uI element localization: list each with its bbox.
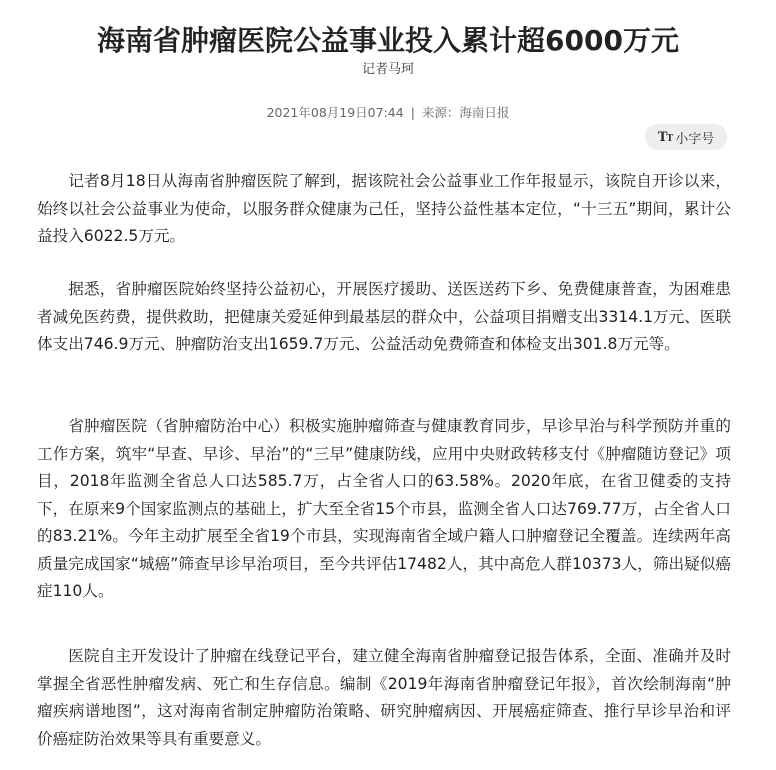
meta-separator: | xyxy=(410,105,415,120)
article-meta xyxy=(0,103,776,123)
article-paragraph: 医院自主开发设计了肿瘤在线登记平台，建立健全海南省肿瘤登记报告体系，全面、准确并及时掌握全省恶性肿瘤发病、死亡和生存信息。编制《2019年海南省肿瘤登记年报》，首次绘制海南“肿瘤疾病谱地图”，这对海南省制定肿瘤防治策略、研究肿瘤病因、开展癌症筛查、推行早诊早治和评价癌症防治效果等具有重要意义。 xyxy=(37,647,731,748)
font-size-icon: TT xyxy=(657,129,673,145)
article-paragraph: 省肿瘤医院（省肿瘤防治中心）积极实施肿瘤筛查与健康教育同步，早诊早治与科学预防并重的工作方案，筑牢“早查、早诊、早治”的“三早”健康防线，应用中央财政转移支付《肿瘤随访登记》项目，2018年监测全省总人口达585.7万，占全省人口的63.58%。2020年底，在省卫健委的支持下，在原来9个国家监测点的基础上，扩大至全省15个市县，监测全省人口达769.77万，占全省人口的83.21%。今年主动扩展至全省19个市县，实现海南省全域户籍人口肿瘤登记全覆盖。连续两年高质量完成国家“城癌”筛查早诊早治项目，至今共评估17482人，其中高危人群10373人，筛出疑似癌症110人。 xyxy=(37,417,731,600)
article-paragraph: 据悉，省肿瘤医院始终坚持公益初心，开展医疗援助、送医送药下乡、免费健康普查，为困难患者减免医药费，提供救助，把健康关爱延伸到最基层的群众中，公益项目捐赠支出3314.1万元、医联体支出746.9万元、肿瘤防治支出1659.7万元、公益活动免费筛查和体检支出301.8万元等。 xyxy=(37,280,731,353)
article-author: 记者马珂 xyxy=(361,62,414,77)
font-size-toggle-button[interactable] xyxy=(645,124,727,150)
publish-datetime: 2021年08月19日07:44 xyxy=(266,105,404,120)
article-source: 来源：海南日报 xyxy=(421,105,510,120)
article-paragraph: 记者8月18日从海南省肿瘤医院了解到，据该院社会公益事业工作年报显示，该院自开诊以来，始终以社会公益事业为使命，以服务群众健康为己任，坚持公益性基本定位，“十三五”期间，累计公益投入6022.5万元。 xyxy=(37,172,731,245)
article-title: 海南省肿瘤医院公益事业投入累计超6000万元 xyxy=(97,23,679,57)
font-size-toggle-label: 小字号 xyxy=(675,131,715,147)
